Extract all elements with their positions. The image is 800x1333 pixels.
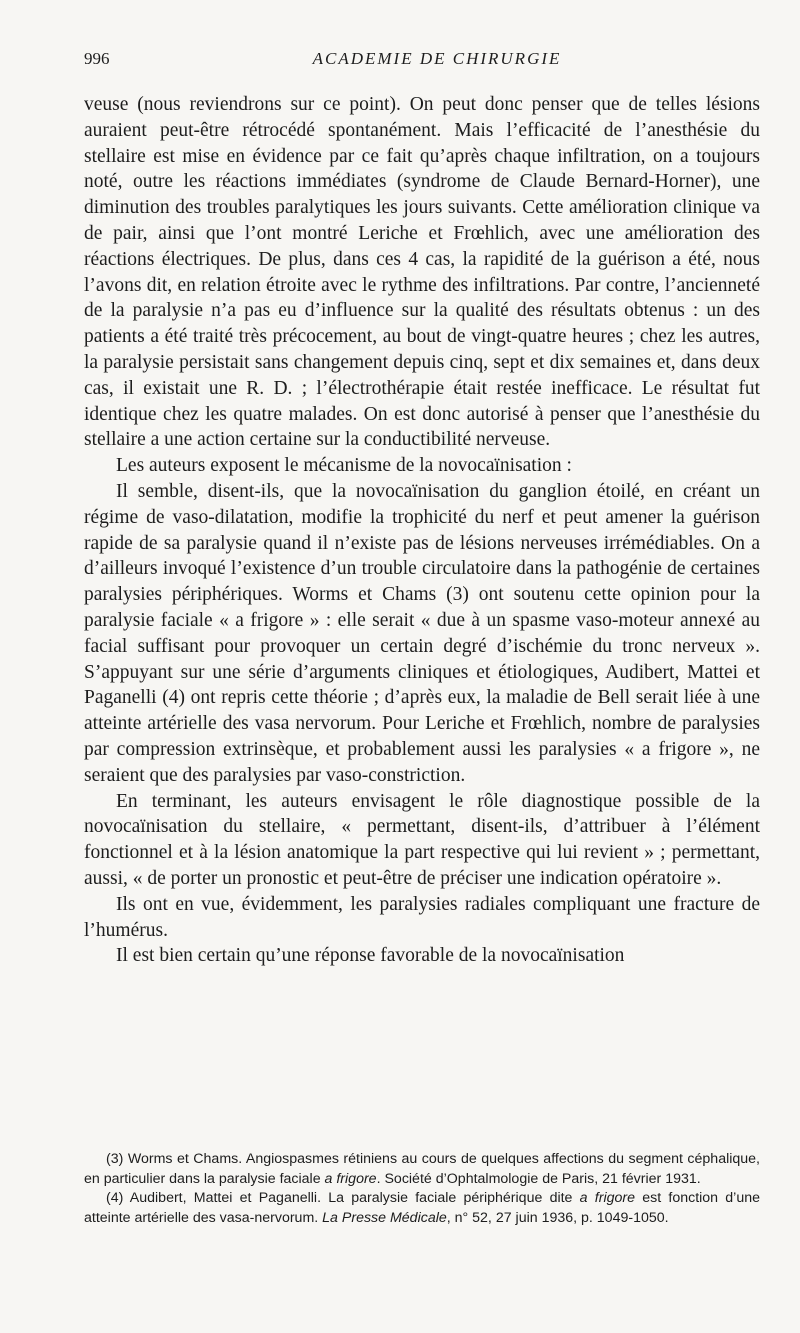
page-number: 996 [84,49,110,68]
running-title: ACADEMIE DE CHIRURGIE [312,49,562,68]
page-header [84,47,760,71]
paragraph: veuse (nous reviendrons sur ce point). On peut donc penser que de telles lésions auraient peut-être rétrocédé spontanément. Mais l’efficacité de l’anesthésie du stellaire est mise en évidence par ce fait qu’après chaque infiltration, on a toujours noté, outre les réactions immédiates (syndrome de Claude Bernard-Horner), une diminution des troubles paralytiques les jours suivants. Cette amélioration clinique va de pair, ainsi que l’ont montré Leriche et Frœhlich, avec une amélioration des réactions électriques. De plus, dans ces 4 cas, la rapidité de la guérison a été, nous l’avons dit, en relation étroite avec le rythme des infiltrations. Par contre, l’ancienneté de la paralysie n’a pas eu d’influence sur la qualité des résultats obtenus : un des patients a été traité très précocement, au bout de vingt-quatre heures ; chez les autres, la paralysie persistait sans changement depuis cinq, sept et dix semaines et, dans deux cas, il existait une R. D. ; l’électrothérapie était restée inefficace. Le résultat fut identique chez les quatre malades. On est donc autorisé à penser que l’anesthésie du stellaire a une action certaine sur la conductibilité nerveuse. [84,94,760,451]
footnote-italic: La Presse Médicale [322,1209,447,1226]
footnote-italic: a frigore [324,1170,377,1187]
footnote-3 [84,1150,760,1189]
footnotes [84,1150,760,1228]
footnote-4 [84,1189,760,1228]
footnote-text: . Société d’Ophtalmologie de Paris, 21 février 1931. [376,1170,701,1187]
paragraph: Il est bien certain qu’une réponse favorable de la novocaïnisation [116,945,625,967]
footnote-text: (3) Worms et Chams. Angiospasmes rétiniens au cours de quelques affections du segment céphalique, en particulier dans la paralysie faciale [84,1151,760,1187]
paragraph: En terminant, les auteurs envisagent le rôle diagnostique possible de la novocaïnisation du stellaire, « permettant, disent-ils, d’attribuer à l’élément fonctionnel et à la lésion anatomique la part respective qui lui revient » ; permettant, aussi, « de porter un pronostic et peut-être de préciser une indication opératoire ». [84,790,760,889]
footnote-text: (4) Audibert, Mattei et Paganelli. La paralysie faciale périphérique dite [106,1190,580,1206]
paragraph: Les auteurs exposent le mécanisme de la novocaïnisation : [116,455,572,477]
footnote-text: est fonction d’une atteinte artérielle des vasa-nervorum. [84,1190,760,1226]
body-text [84,92,760,969]
paragraph: Ils ont en vue, évidemment, les paralysies radiales compliquant une fracture de l’humérus. [84,893,760,941]
paragraph: Il semble, disent-ils, que la novocaïnisation du ganglion étoilé, en créant un régime de vaso-dilatation, modifie la trophicité du nerf et peut amener la guérison rapide de sa paralysie quand il n’existe pas de lésions nerveuses irrémédiables. On a d’ailleurs invoqué l’existence d’un trouble circulatoire dans la pathogénie de certaines paralysies périphériques. Worms et Chams (3) ont soutenu cette opinion pour la paralysie faciale « a frigore » : elle serait « due à un spasme vaso-moteur annexé au facial suffisant pour provoquer un certain degré d’ischémie du tronc nerveux ». S’appuyant sur une série d’arguments cliniques et étiologiques, Audibert, Mattei et Paganelli (4) ont repris cette théorie ; d’après eux, la maladie de Bell serait liée à une atteinte artérielle des vasa nervorum. Pour Leriche et Frœhlich, nombre de paralysies par compression extrinsèque, et probablement aussi les paralysies « a frigore », ne seraient que des paralysies par vaso-constriction. [84,480,760,786]
footnote-italic: a frigore [579,1190,635,1206]
footnote-text: , n° 52, 27 juin 1936, p. 1049-1050. [446,1209,669,1226]
